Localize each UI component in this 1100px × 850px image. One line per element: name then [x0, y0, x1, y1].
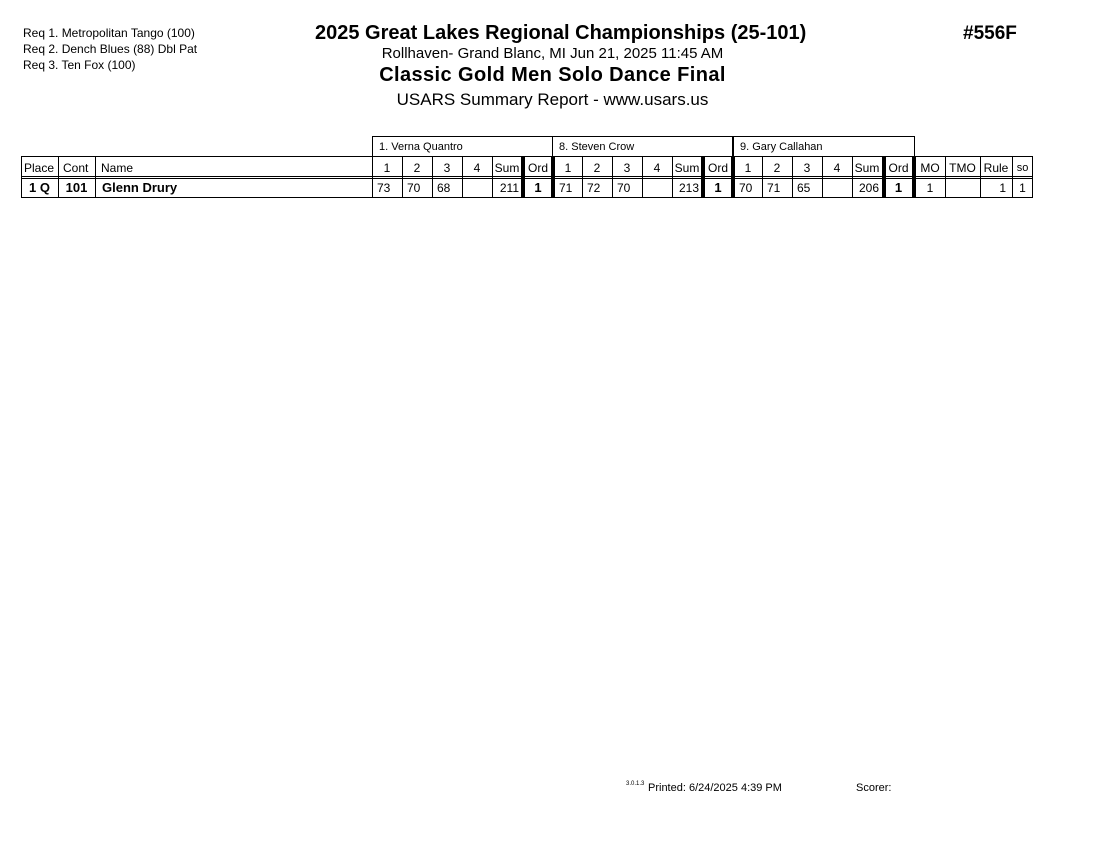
- col-header-cont: Cont: [63, 161, 89, 175]
- j2-col-ord: Ord: [707, 161, 728, 175]
- j2-score-3: 70: [617, 181, 631, 195]
- j3-score-2: 71: [767, 181, 781, 195]
- j1-score-2: 70: [407, 181, 421, 195]
- competition-title: 2025 Great Lakes Regional Championships (25-101): [315, 22, 807, 44]
- j3-col-ord: Ord: [888, 161, 909, 175]
- j3-score-1: 70: [739, 181, 753, 195]
- col-header-so: so: [1016, 162, 1029, 174]
- j1-score-1: 73: [377, 181, 391, 195]
- cell-name: Glenn Drury: [102, 180, 178, 195]
- cell-place: 1 Q: [29, 180, 50, 195]
- requirement-2: Req 2. Dench Blues (88) Dbl Pat: [23, 42, 198, 56]
- cell-so: 1: [1019, 181, 1026, 195]
- event-title: Classic Gold Men Solo Dance Final: [379, 64, 726, 86]
- j1-col-2: 2: [413, 161, 421, 175]
- j1-col-4: 4: [473, 161, 481, 175]
- judge-header-1: 1. Verna Quantro: [372, 136, 553, 157]
- j3-col-4: 4: [833, 161, 841, 175]
- requirement-1: Req 1. Metropolitan Tango (100): [23, 26, 195, 40]
- j3-ord: 1: [894, 180, 903, 195]
- j1-ord: 1: [534, 180, 542, 195]
- j3-col-sum: Sum: [854, 161, 880, 175]
- j2-score-1: 71: [559, 181, 573, 195]
- j1-sum: 211: [499, 181, 519, 195]
- j3-score-3: 65: [797, 181, 811, 195]
- j3-col-1: 1: [744, 161, 752, 175]
- printed-timestamp: Printed: 6/24/2025 4:39 PM: [648, 782, 782, 794]
- j1-col-ord: Ord: [527, 161, 548, 175]
- j2-col-3: 3: [623, 161, 631, 175]
- j1-col-3: 3: [443, 161, 451, 175]
- j3-col-3: 3: [803, 161, 811, 175]
- col-header-rule: Rule: [983, 161, 1009, 175]
- cell-cont: 101: [65, 180, 88, 195]
- j2-col-1: 1: [564, 161, 572, 175]
- event-number: #556F: [963, 23, 1017, 44]
- col-header-name: Name: [101, 161, 134, 175]
- j3-col-2: 2: [773, 161, 781, 175]
- col-header-mo: MO: [920, 161, 940, 175]
- col-header-place: Place: [24, 161, 55, 175]
- j1-col-1: 1: [383, 161, 391, 175]
- col-header-tmo: TMO: [949, 161, 976, 175]
- j2-score-2: 72: [587, 181, 601, 195]
- j1-col-sum: Sum: [494, 161, 520, 175]
- report-title: USARS Summary Report - www.usars.us: [396, 90, 709, 109]
- location-datetime: Rollhaven- Grand Blanc, MI Jun 21, 2025 11:45 AM: [381, 45, 724, 62]
- j1-score-3: 68: [437, 181, 451, 195]
- j2-ord: 1: [714, 180, 722, 195]
- j2-sum: 213: [678, 181, 699, 195]
- version-code: 3.0.1.3: [626, 781, 645, 787]
- j3-sum: 206: [858, 181, 879, 195]
- judge-header-2: 8. Steven Crow: [552, 136, 733, 157]
- scorer-label: Scorer:: [856, 782, 892, 794]
- j2-col-4: 4: [653, 161, 661, 175]
- requirement-3: Req 3. Ten Fox (100): [23, 58, 136, 72]
- j2-col-2: 2: [593, 161, 601, 175]
- cell-rule: 1: [999, 181, 1006, 195]
- judge-header-3: 9. Gary Callahan: [733, 136, 915, 157]
- cell-mo: 1: [926, 181, 934, 195]
- j2-col-sum: Sum: [674, 161, 700, 175]
